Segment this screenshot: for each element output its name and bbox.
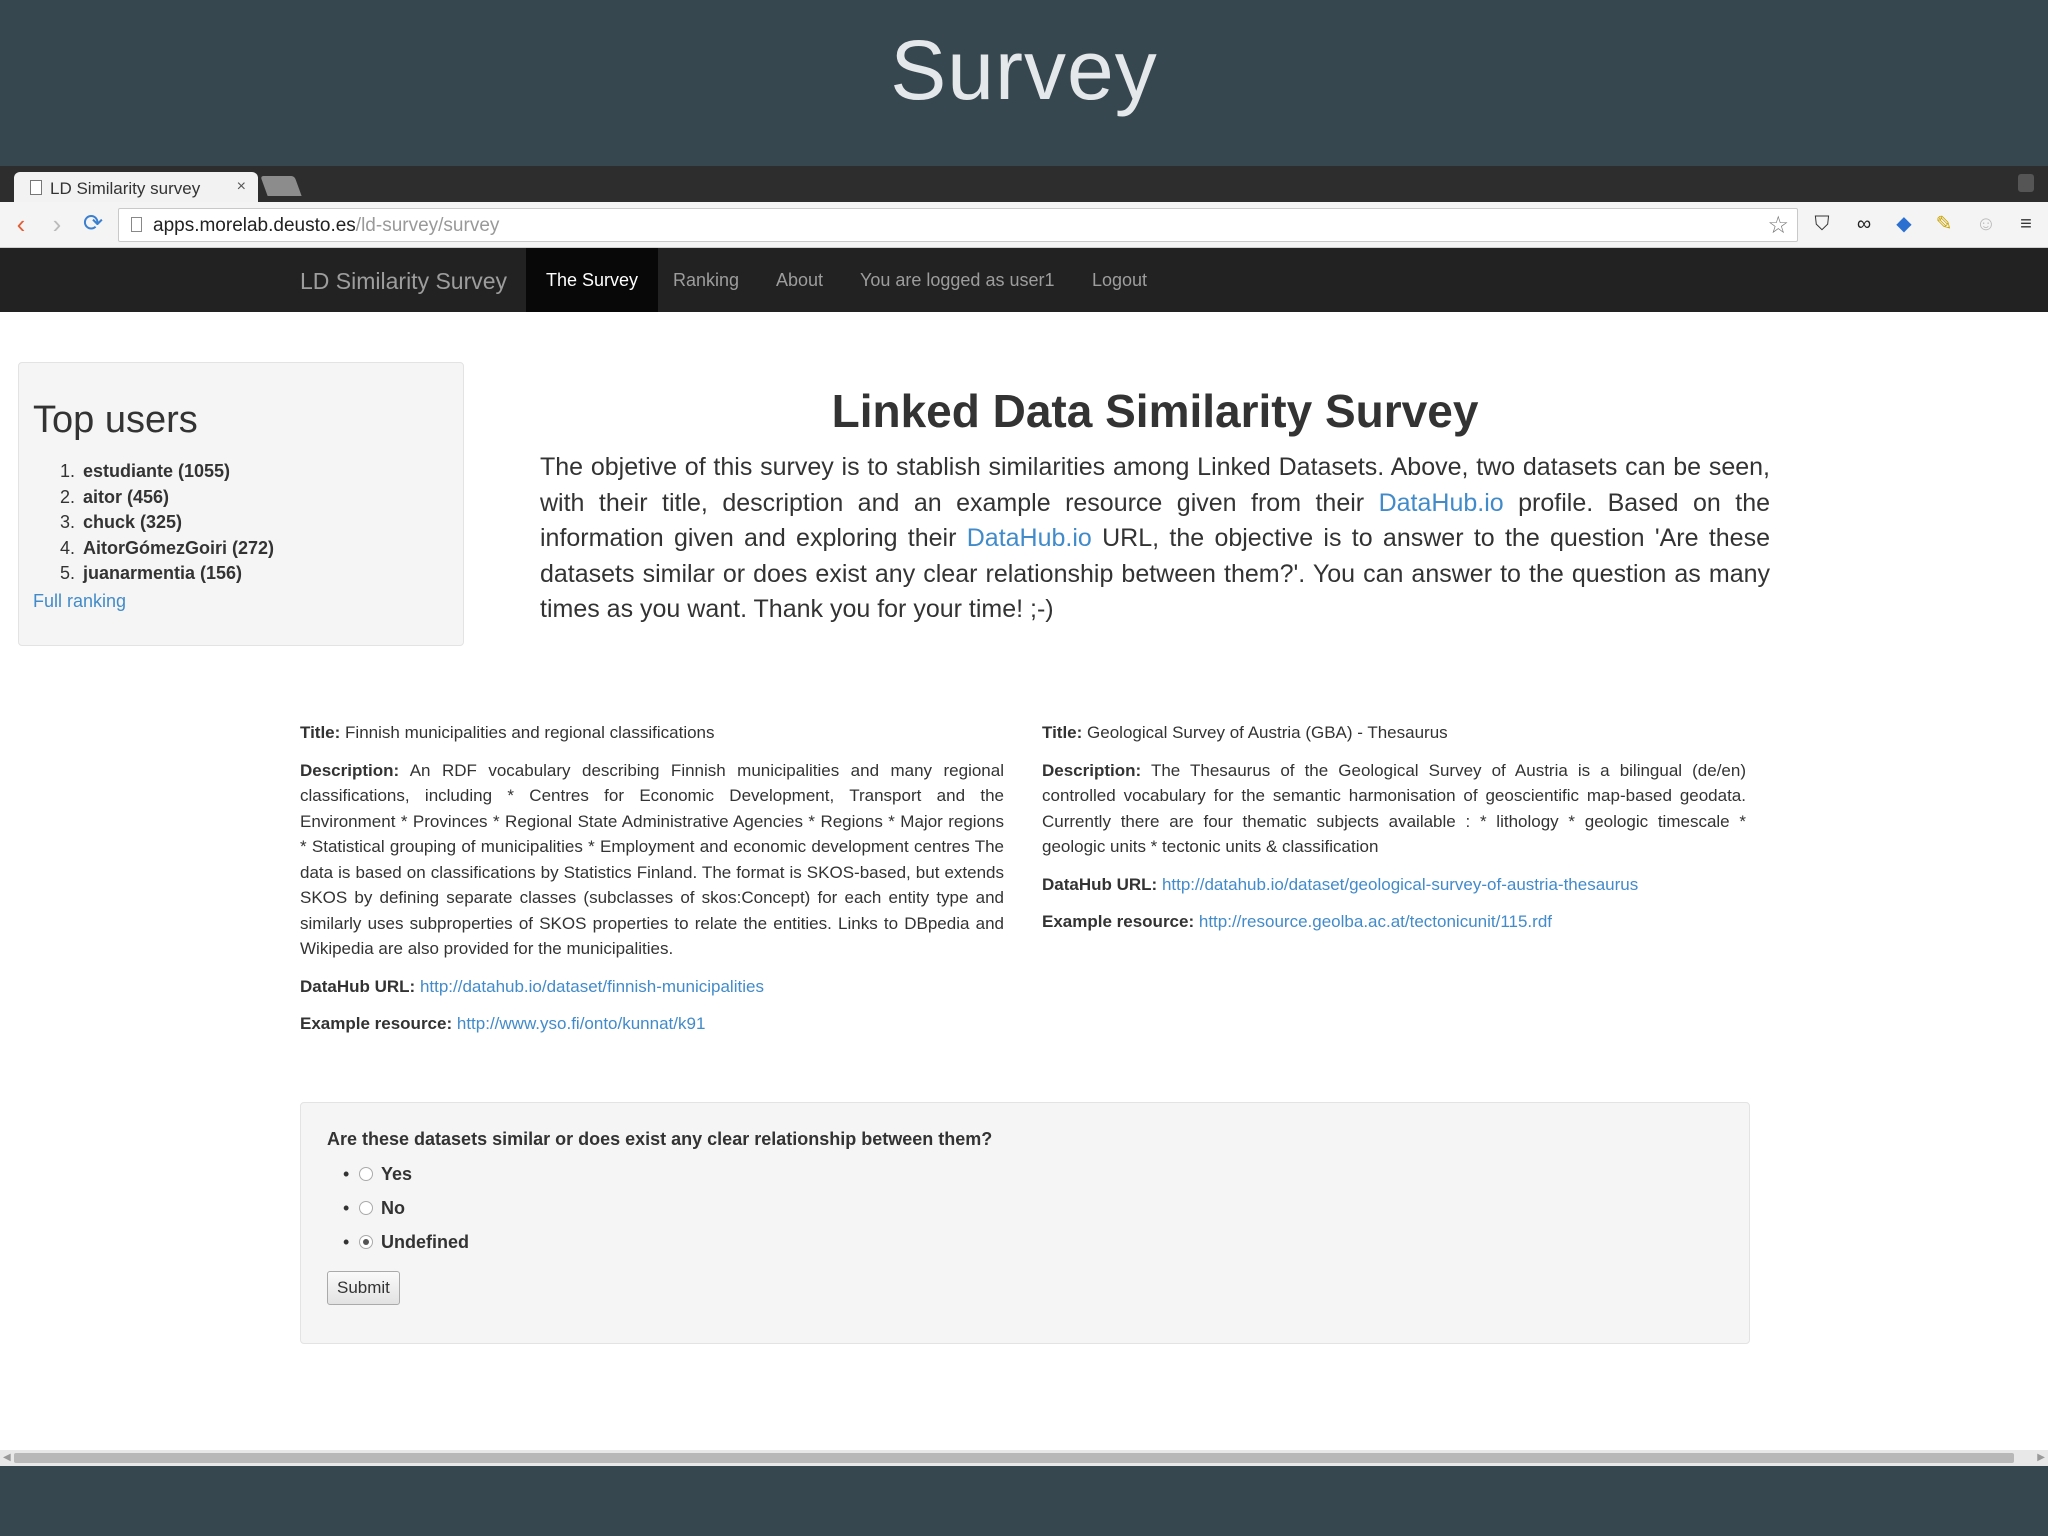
url-path: /ld-survey/survey bbox=[355, 215, 500, 236]
dataset-datahub-url bbox=[1042, 872, 1746, 898]
option-label: Yes bbox=[381, 1164, 413, 1184]
browser-tab[interactable] bbox=[14, 172, 258, 204]
list-item bbox=[49, 561, 274, 587]
radio-undefined[interactable] bbox=[359, 1235, 373, 1249]
bookmark-star-icon[interactable]: ☆ bbox=[1767, 212, 1789, 239]
field-label: Description: bbox=[300, 760, 400, 780]
nav-ranking[interactable]: Ranking bbox=[673, 270, 740, 290]
scrollbar-thumb[interactable] bbox=[14, 1453, 2014, 1463]
close-tab-icon[interactable]: × bbox=[236, 178, 246, 195]
page-icon bbox=[131, 217, 142, 232]
browser-window bbox=[0, 166, 2048, 1466]
answer-options bbox=[357, 1157, 469, 1259]
dataset-right bbox=[1042, 720, 1746, 947]
pen-extension-icon[interactable]: ✎ bbox=[1935, 213, 1953, 235]
example-resource-link[interactable]: http://www.yso.fi/onto/kunnat/k91 bbox=[456, 1014, 706, 1033]
horizontal-scrollbar[interactable] bbox=[0, 1450, 2048, 1466]
nav-logout[interactable]: Logout bbox=[1092, 270, 1148, 290]
dataset-example-resource bbox=[300, 1011, 1004, 1037]
tab-strip bbox=[0, 166, 2048, 202]
slide-title: Survey bbox=[890, 23, 1158, 117]
option-label: Undefined bbox=[381, 1232, 469, 1252]
rank-number: 4. bbox=[59, 537, 75, 558]
scroll-right-arrow-icon[interactable]: ▶ bbox=[2037, 1452, 2045, 1463]
tab-title: LD Similarity survey bbox=[50, 179, 201, 198]
dataset-title bbox=[300, 720, 1004, 746]
reload-icon[interactable]: ⟳ bbox=[82, 210, 104, 237]
page-icon bbox=[30, 180, 42, 195]
dataset-datahub-url bbox=[300, 974, 1004, 1000]
field-label: Example resource: bbox=[300, 1014, 453, 1033]
dataset-title bbox=[1042, 720, 1746, 746]
intro-paragraph bbox=[540, 450, 1770, 628]
survey-question: Are these datasets similar or does exist any clear relationship between them? bbox=[327, 1129, 993, 1149]
top-users-list bbox=[49, 459, 274, 587]
top-users-panel bbox=[18, 362, 464, 646]
field-value: Finnish municipalities and regional classifications bbox=[345, 723, 715, 742]
back-arrow-icon[interactable]: ‹ bbox=[16, 209, 26, 239]
url-text[interactable] bbox=[153, 215, 499, 237]
field-value: The Thesaurus of the Geological Survey of Austria is a bilingual (de/en) controlled vocabulary for the semantic harmonisation of geoscientific map-based geodata. Currently there are four thematic subjects available : * lithology * geologic timescale * geologic units * tectonic units & classification bbox=[1042, 760, 1746, 856]
datahub-url-link[interactable]: http://datahub.io/dataset/geological-survey-of-austria-thesaurus bbox=[1161, 874, 1639, 894]
datahub-link[interactable]: DataHub.io bbox=[1378, 488, 1504, 517]
field-value: Geological Survey of Austria (GBA) - Thesaurus bbox=[1087, 723, 1448, 742]
page-title: Linked Data Similarity Survey bbox=[831, 385, 1479, 437]
full-ranking-link[interactable]: Full ranking bbox=[33, 591, 127, 611]
profile-icon[interactable] bbox=[2018, 174, 2034, 192]
example-resource-link[interactable]: http://resource.geolba.ac.at/tectonicunit/115.rdf bbox=[1198, 912, 1552, 931]
user-name: estudiante (1055) bbox=[83, 461, 231, 481]
rank-number: 2. bbox=[59, 486, 75, 507]
intro-text: URL, the objective is to answer to the question 'Are these datasets similar or does exist any clear relationship between them?'. You can answer to the question as many times as you want. Thank you for your time! ;-) bbox=[540, 524, 1770, 624]
list-item bbox=[49, 459, 274, 485]
user-extension-icon[interactable]: ☺ bbox=[1975, 213, 1997, 235]
datahub-link[interactable]: DataHub.io bbox=[966, 524, 1092, 553]
field-label: Title: bbox=[1042, 723, 1083, 742]
nav-about[interactable]: About bbox=[776, 270, 824, 290]
field-value: An RDF vocabulary describing Finnish municipalities and many regional classifications, including * Centres for Economic Development, Transport and the Environment * Provinces * Regional State Administrative Agencies * Regions * Major regions * Statistical grouping of municipalities * Employment and economic development centres The data is based on classifications by Statistics Finland. The format is SKOS-based, but extends SKOS by defining separate classes (subclasses of skos:Concept) for each entity type and similarly uses subproperties of SKOS properties to relate the entities. Links to DBpedia and Wikipedia are also provided for the municipalities. bbox=[300, 760, 1004, 958]
option-no[interactable] bbox=[357, 1191, 469, 1225]
field-label: Title: bbox=[300, 723, 341, 742]
cube-extension-icon[interactable]: ◆ bbox=[1896, 213, 1912, 235]
nav-logged-user[interactable]: You are logged as user1 bbox=[860, 270, 1055, 290]
dataset-description bbox=[1042, 758, 1746, 860]
list-item bbox=[49, 510, 274, 536]
rank-number: 3. bbox=[59, 512, 75, 532]
option-yes[interactable] bbox=[357, 1157, 469, 1191]
pocket-extension-icon[interactable]: ⛉ bbox=[1814, 213, 1830, 235]
option-label: No bbox=[381, 1198, 405, 1218]
rank-number: 1. bbox=[59, 461, 75, 481]
user-name: chuck (325) bbox=[83, 512, 183, 532]
option-undefined[interactable] bbox=[357, 1225, 469, 1259]
dataset-example-resource bbox=[1042, 909, 1746, 935]
field-label: DataHub URL: bbox=[1042, 874, 1158, 894]
radio-yes[interactable] bbox=[359, 1167, 373, 1181]
user-name: juanarmentia (156) bbox=[83, 563, 243, 583]
submit-button[interactable]: Submit bbox=[327, 1271, 400, 1305]
dataset-left bbox=[300, 720, 1004, 1049]
datahub-url-link[interactable]: http://datahub.io/dataset/finnish-municipalities bbox=[419, 976, 764, 996]
user-name: AitorGómezGoiri (272) bbox=[83, 537, 275, 558]
url-host: apps.morelab.deusto.es bbox=[153, 215, 356, 236]
list-item bbox=[49, 536, 274, 562]
field-label: Example resource: bbox=[1042, 912, 1195, 931]
new-tab-button[interactable] bbox=[260, 176, 301, 196]
navbar-brand[interactable]: LD Similarity Survey bbox=[300, 268, 508, 294]
scroll-left-arrow-icon[interactable]: ◀ bbox=[3, 1452, 11, 1463]
intro-text: profile. Based on the information given and exploring their bbox=[540, 488, 1770, 553]
field-label: DataHub URL: bbox=[300, 976, 416, 996]
survey-form bbox=[300, 1102, 1750, 1344]
app-navbar bbox=[0, 248, 2048, 312]
browser-toolbar bbox=[0, 202, 2048, 248]
forward-arrow-icon[interactable]: › bbox=[52, 209, 62, 239]
field-label: Description: bbox=[1042, 760, 1142, 780]
radio-no[interactable] bbox=[359, 1201, 373, 1215]
address-bar[interactable] bbox=[118, 208, 1798, 242]
list-item bbox=[49, 485, 274, 511]
rank-number: 5. bbox=[59, 563, 75, 583]
dataset-description bbox=[300, 758, 1004, 962]
top-users-heading: Top users bbox=[33, 399, 198, 441]
nav-the-survey[interactable]: The Survey bbox=[526, 248, 658, 312]
menu-icon[interactable]: ≡ bbox=[2020, 213, 2032, 235]
intro-text: The objetive of this survey is to stablish similarities among Linked Datasets. Above, two datasets can be seen, with their title, description and an example resource given from their bbox=[540, 453, 1770, 517]
user-name: aitor (456) bbox=[83, 486, 170, 507]
glasses-extension-icon[interactable]: ∞ bbox=[1856, 213, 1872, 235]
